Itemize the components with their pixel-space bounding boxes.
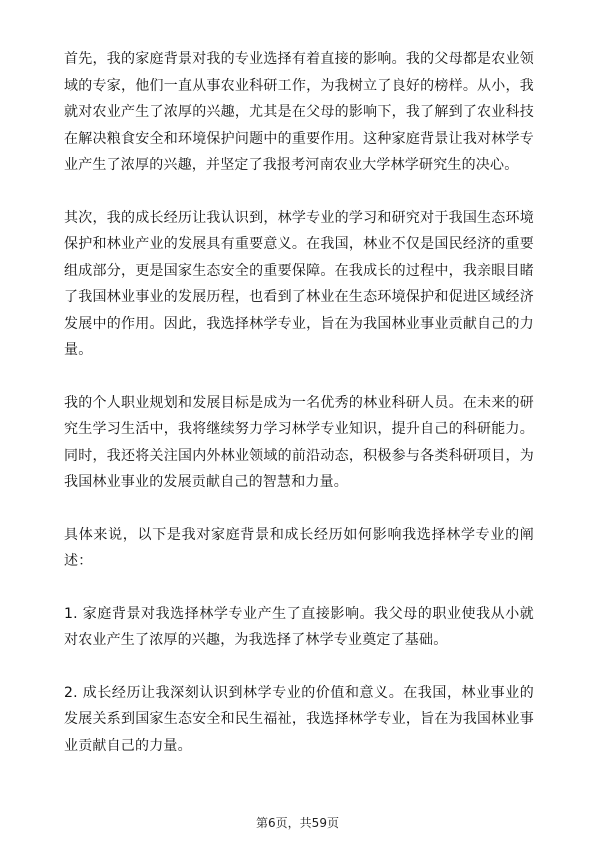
- document-body: [64, 46, 534, 785]
- paragraph-family-background: 首先，我的家庭背景对我的专业选择有着直接的影响。我的父母都是农业领域的专家，他们一直从事农业科研工作，为我树立了良好的榜样。从小，我就对农业产生了浓厚的兴趣，尤其是在父母的影响下，我了解到了农业科技在解决粮食安全和环境保护问题中的重要作用。这种家庭背景让我对林学专业产生了浓厚的兴趣，并坚定了我报考河南农业大学林学研究生的决心。: [64, 51, 534, 173]
- paragraph-growth-experience: 其次，我的成长经历让我认识到，林学专业的学习和研究对于我国生态环境保护和林业产业的发展具有重要意义。在我国，林业不仅是国民经济的重要组成部分，更是国家生态安全的重要保障。在我成长的过程中，我亲眼目睹了我国林业事业的发展历程，也看到了林业在生态环境保护和促进区域经济发展中的作用。因此，我选择林学专业，旨在为我国林业事业贡献自己的力量。: [64, 209, 534, 358]
- page-number: 第6页，共59页: [256, 816, 339, 830]
- list-item-2: 2. 成长经历让我深刻认识到林学专业的价值和意义。在我国，林业事业的发展关系到国家生态安全和民生福祉，我选择林学专业，旨在为我国林业事业贡献自己的力量。: [64, 684, 534, 754]
- list-item-1: 1. 家庭背景对我选择林学专业产生了直接影响。我父母的职业使我从小就对农业产生了浓厚的兴趣，为我选择了林学专业奠定了基础。: [64, 605, 534, 648]
- paragraph-intro-list: 具体来说，以下是我对家庭背景和成长经历如何影响我选择林学专业的阐述：: [64, 526, 534, 569]
- paragraph-career-plan: 我的个人职业规划和发展目标是成为一名优秀的林业科研人员。在未来的研究生学习生活中，我将继续努力学习林学专业知识，提升自己的科研能力。同时，我还将关注国内外林业领域的前沿动态，积极参与各类科研项目，为我国林业事业的发展贡献自己的智慧和力量。: [64, 394, 534, 490]
